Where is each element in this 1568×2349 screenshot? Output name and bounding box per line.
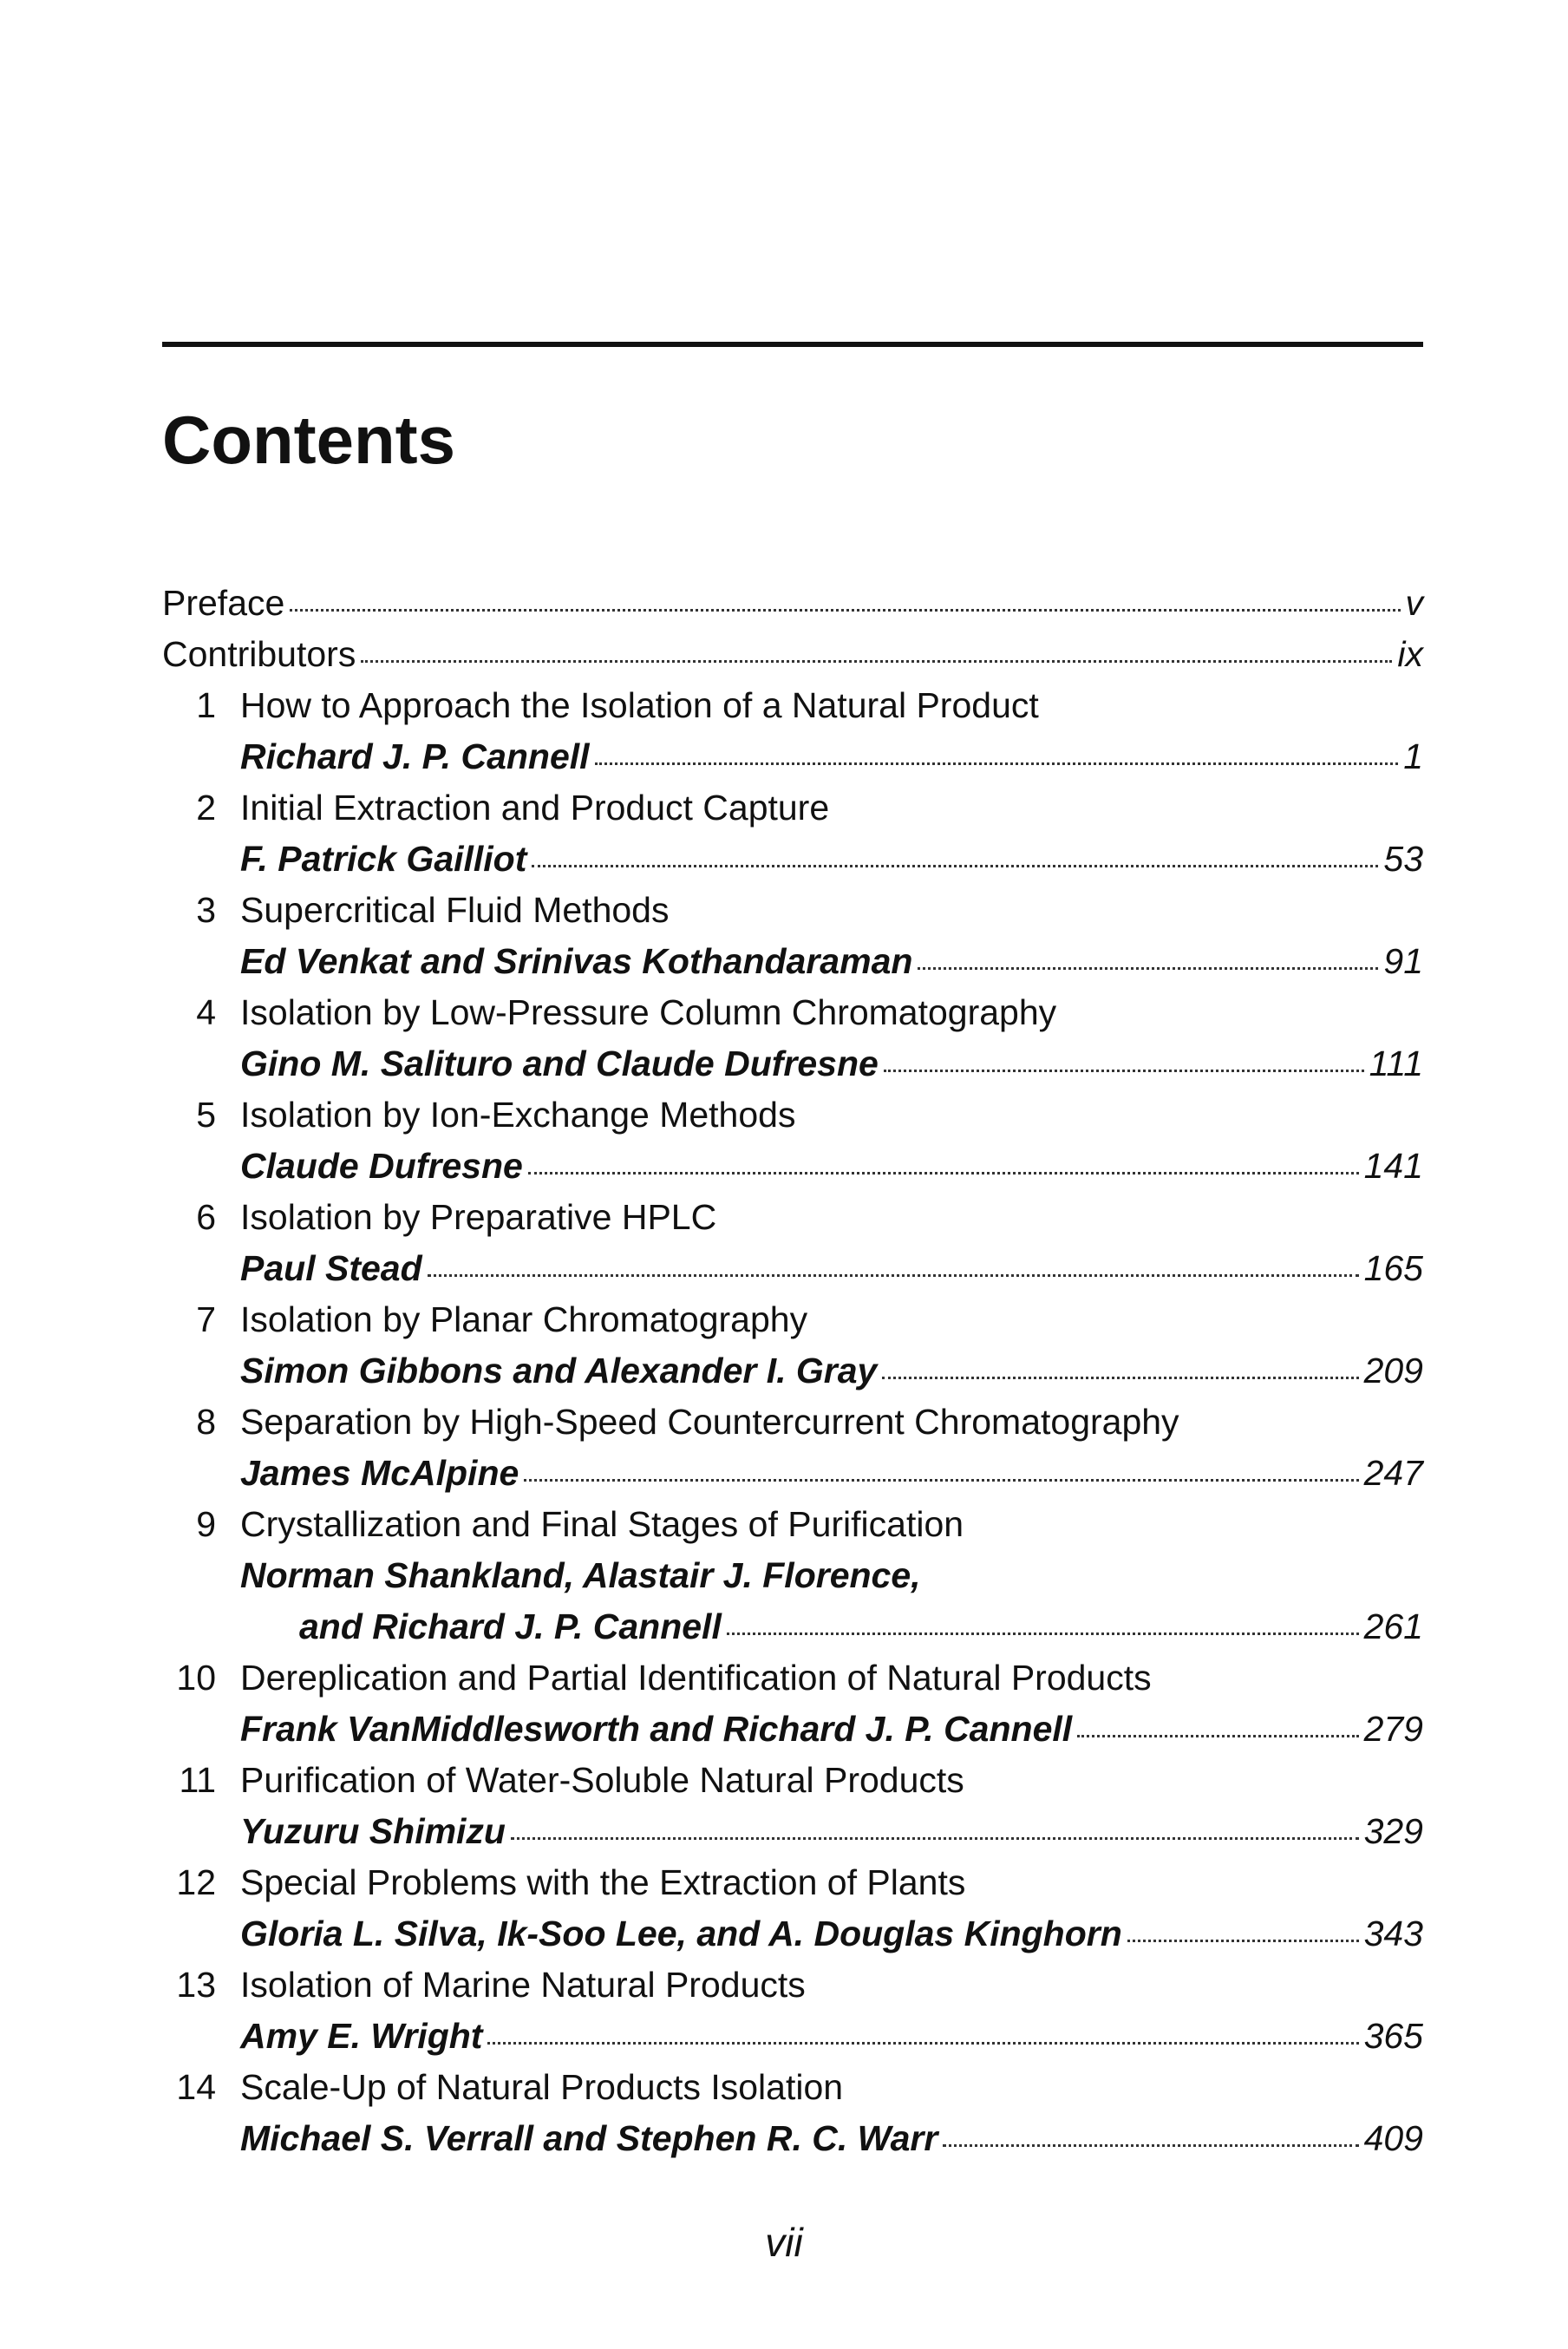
chapter-authors: and Richard J. P. Cannell — [299, 1606, 722, 1646]
top-rule — [162, 342, 1423, 347]
chapter-title-line — [162, 1294, 1423, 1345]
chapter-title: Isolation by Planar Chromatography — [240, 1299, 808, 1339]
chapter-author-line — [162, 1550, 1423, 1601]
dot-leader — [532, 865, 1378, 867]
toc-chapter-entry[interactable] — [162, 1857, 1423, 1960]
toc-page-number: v — [1405, 583, 1423, 623]
chapter-title: Purification of Water-Soluble Natural Products — [240, 1760, 964, 1800]
chapter-title-line — [162, 885, 1423, 936]
toc-chapter-entry[interactable] — [162, 2062, 1423, 2164]
toc-chapter-entry[interactable] — [162, 987, 1423, 1089]
toc-page-number: 343 — [1363, 1914, 1423, 1953]
chapter-author-line — [162, 834, 1423, 885]
chapter-number: 4 — [196, 992, 216, 1032]
toc-chapter-entry[interactable] — [162, 1652, 1423, 1755]
toc-page-number: 409 — [1363, 2118, 1423, 2158]
chapter-authors: Frank VanMiddlesworth and Richard J. P. Cannell — [240, 1709, 1073, 1749]
chapter-author-line — [162, 1141, 1423, 1192]
chapter-author-line — [162, 1345, 1423, 1397]
chapter-authors: Paul Stead — [240, 1248, 422, 1288]
chapter-title: Separation by High-Speed Countercurrent Chromatography — [240, 1402, 1179, 1442]
table-of-contents — [162, 578, 1423, 2164]
chapter-number: 11 — [179, 1760, 216, 1800]
chapter-title: Isolation by Low-Pressure Column Chromatography — [240, 992, 1057, 1032]
chapter-authors: Richard J. P. Cannell — [240, 736, 590, 776]
chapter-title-line — [162, 782, 1423, 834]
page-number: vii — [765, 2220, 803, 2265]
toc-chapter-entry[interactable] — [162, 1397, 1423, 1499]
dot-leader — [1127, 1940, 1359, 1942]
chapter-authors: Claude Dufresne — [240, 1146, 523, 1186]
toc-page-number: 141 — [1363, 1146, 1423, 1186]
toc-page-number: 1 — [1403, 736, 1423, 776]
dot-leader — [884, 1070, 1364, 1072]
chapter-title-line — [162, 1857, 1423, 1908]
chapter-author-line — [162, 1243, 1423, 1294]
chapter-author-line — [162, 1908, 1423, 1960]
chapter-author-line — [162, 1448, 1423, 1499]
chapter-title: Crystallization and Final Stages of Purification — [240, 1504, 964, 1544]
toc-chapter-entry[interactable] — [162, 782, 1423, 885]
chapter-title-line — [162, 1397, 1423, 1448]
chapter-number: 5 — [196, 1095, 216, 1135]
dot-leader — [361, 660, 1392, 663]
toc-page-number: 209 — [1363, 1351, 1423, 1390]
chapter-authors: Yuzuru Shimizu — [240, 1811, 506, 1851]
dot-leader — [882, 1377, 1358, 1379]
dot-leader — [727, 1633, 1359, 1635]
toc-entry-label: Preface — [162, 583, 285, 623]
dot-leader — [511, 1837, 1359, 1840]
toc-chapter-entry[interactable] — [162, 1294, 1423, 1397]
chapter-title-line — [162, 680, 1423, 731]
chapter-title-line — [162, 1499, 1423, 1550]
chapter-authors: F. Patrick Gailliot — [240, 839, 527, 879]
toc-chapter-entry[interactable] — [162, 885, 1423, 987]
chapter-authors: James McAlpine — [240, 1453, 519, 1493]
chapter-number: 10 — [176, 1658, 216, 1698]
chapter-author-line — [162, 936, 1423, 987]
toc-page-number: 279 — [1363, 1709, 1423, 1749]
chapter-title-line — [162, 2062, 1423, 2113]
chapter-author-line — [162, 731, 1423, 782]
chapter-title: Scale-Up of Natural Products Isolation — [240, 2067, 844, 2107]
toc-chapter-entry[interactable] — [162, 1960, 1423, 2062]
toc-page-number: 365 — [1363, 2016, 1423, 2056]
chapter-author-line — [162, 2011, 1423, 2062]
chapter-authors: Simon Gibbons and Alexander I. Gray — [240, 1351, 878, 1390]
dot-leader — [524, 1479, 1358, 1482]
chapter-title-line — [162, 1192, 1423, 1243]
chapter-title: Isolation by Ion-Exchange Methods — [240, 1095, 796, 1135]
chapter-author-line — [162, 1704, 1423, 1755]
chapter-title: Isolation by Preparative HPLC — [240, 1197, 717, 1237]
toc-entry-label: Contributors — [162, 634, 356, 674]
toc-chapter-entry[interactable] — [162, 1499, 1423, 1652]
chapter-author-line — [162, 1601, 1423, 1652]
dot-leader — [1077, 1735, 1358, 1737]
chapter-title-line — [162, 1960, 1423, 2011]
chapter-author-line — [162, 2113, 1423, 2164]
chapter-number: 9 — [196, 1504, 216, 1544]
toc-page-number: 329 — [1363, 1811, 1423, 1851]
toc-page-number: 53 — [1383, 839, 1423, 879]
chapter-title: How to Approach the Isolation of a Natural Product — [240, 685, 1039, 725]
chapter-title: Special Problems with the Extraction of Plants — [240, 1862, 966, 1902]
chapter-title-line — [162, 1652, 1423, 1704]
dot-leader — [290, 609, 1400, 612]
chapter-title: Initial Extraction and Product Capture — [240, 788, 830, 828]
dot-leader — [528, 1172, 1359, 1174]
dot-leader — [943, 2144, 1358, 2147]
chapter-number: 8 — [196, 1402, 216, 1442]
dot-leader — [487, 2042, 1358, 2045]
chapter-authors: Gino M. Salituro and Claude Dufresne — [240, 1044, 879, 1083]
chapter-authors: Norman Shankland, Alastair J. Florence, — [240, 1555, 921, 1595]
chapter-number: 1 — [196, 685, 216, 725]
chapter-author-line — [162, 1038, 1423, 1089]
toc-chapter-entry[interactable] — [162, 1192, 1423, 1294]
chapter-title-line — [162, 1089, 1423, 1141]
chapter-number: 2 — [196, 788, 216, 828]
chapter-title: Isolation of Marine Natural Products — [240, 1965, 806, 2005]
page-title: Contents — [162, 402, 455, 478]
toc-page-number: 91 — [1383, 941, 1423, 981]
chapter-number: 6 — [196, 1197, 216, 1237]
dot-leader — [918, 967, 1378, 970]
chapter-number: 13 — [176, 1965, 216, 2005]
toc-chapter-entry[interactable] — [162, 1089, 1423, 1192]
toc-chapter-entry[interactable] — [162, 1755, 1423, 1857]
chapter-authors: Ed Venkat and Srinivas Kothandaraman — [240, 941, 913, 981]
toc-front-entry[interactable] — [162, 578, 1423, 629]
chapter-number: 14 — [176, 2067, 216, 2107]
toc-page-number: ix — [1397, 634, 1423, 674]
toc-chapter-entry[interactable] — [162, 680, 1423, 782]
chapter-title: Dereplication and Partial Identification of Natural Products — [240, 1658, 1152, 1698]
dot-leader — [595, 762, 1399, 765]
chapter-authors: Michael S. Verrall and Stephen R. C. Warr — [240, 2118, 938, 2158]
chapter-number: 12 — [176, 1862, 216, 1902]
toc-front-entry[interactable] — [162, 629, 1423, 680]
toc-page-number: 111 — [1369, 1044, 1423, 1083]
chapter-title-line — [162, 1755, 1423, 1806]
chapter-authors: Gloria L. Silva, Ik-Soo Lee, and A. Douglas Kinghorn — [240, 1914, 1122, 1953]
chapter-author-line — [162, 1806, 1423, 1857]
dot-leader — [428, 1274, 1359, 1277]
chapter-number: 7 — [196, 1299, 216, 1339]
toc-page-number: 261 — [1363, 1606, 1423, 1646]
chapter-title-line — [162, 987, 1423, 1038]
chapter-number: 3 — [196, 890, 216, 930]
toc-page-number: 165 — [1363, 1248, 1423, 1288]
chapter-title: Supercritical Fluid Methods — [240, 890, 670, 930]
toc-page-number: 247 — [1363, 1453, 1423, 1493]
chapter-authors: Amy E. Wright — [240, 2016, 483, 2056]
